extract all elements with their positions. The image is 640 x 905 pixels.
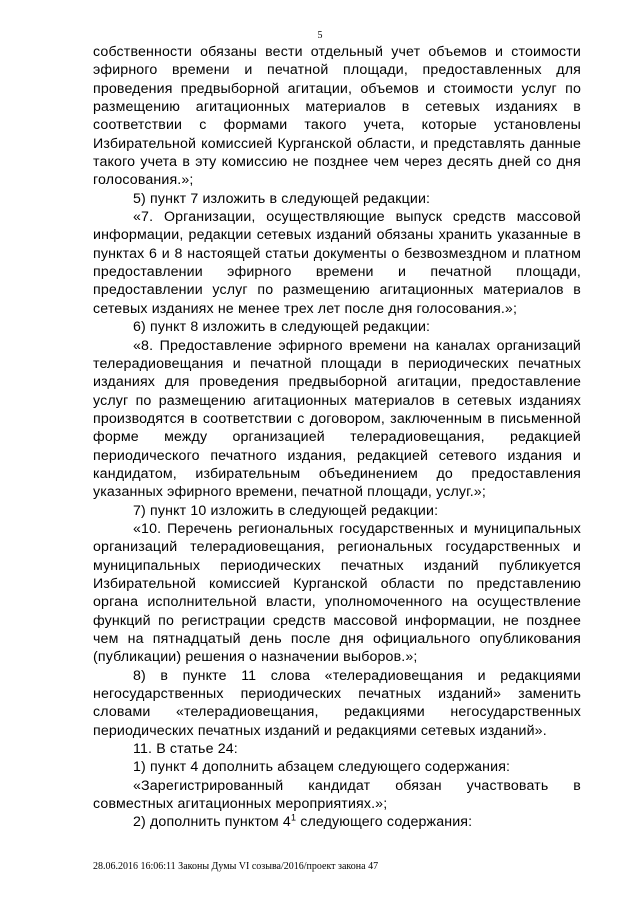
paragraph-item-7: 7) пункт 10 изложить в следующей редакции: (133, 502, 439, 519)
paragraph-point-10-text: «10. Перечень региональных государственных и муниципальных организаций телерадиовещания, региональных государственных и муниципальных периодических печатных изданий публикуется Избирательной комиссией Курганской области по представлению органа исполнительной власти, уполномоченного на осуществление функций по регистрации средств массовой информации, не позднее чем на пятнадцатый день после дня официального опубликования (публикации) решения о назначении выборов.»; (93, 520, 581, 666)
document-body (93, 43, 581, 832)
paragraph-section-11: 11. В статье 24: (133, 741, 238, 758)
subitem-2-text-after: следующего содержания: (296, 814, 473, 831)
superscript-index: 1 (290, 812, 297, 823)
paragraph-item-6: 6) пункт 8 изложить в следующей редакции: (133, 319, 431, 336)
footer-note: 28.06.2016 16:06:11 Законы Думы VI созыва/2016/проект закона 47 (93, 861, 379, 872)
paragraph-item-5: 5) пункт 7 изложить в следующей редакции: (133, 190, 431, 207)
paragraph-point-8-text: «8. Предоставление эфирного времени на каналах организаций телерадиовещания и печатной площади в периодических печатных изданиях для проведения предвыборной агитации, предоставление услуг по размещению агитационных материалов в сетевых изданиях производятся в соответствии с договором, заключенным в письменной форме между организацией телерадиовещания, редакцией периодического печатного издания, редакцией сетевого издания и кандидатом, избирательным объединением до предоставления указанных эфирного времени, печатной площади, услуг.»; (93, 337, 581, 501)
subitem-2-text-before: 2) дополнить пунктом 4 (133, 814, 291, 831)
paragraph-subitem-1: 1) пункт 4 дополнить абзацем следующего содержания: (133, 759, 511, 776)
paragraph-subitem-2 (93, 813, 581, 831)
paragraph-candidate-text: «Зарегистрированный кандидат обязан участвовать в совместных агитационных мероприятиях.»; (93, 777, 581, 813)
paragraph-item-8: 8) в пункте 11 слова «телерадиовещания и редакциями негосударственных периодических печатных изданий» заменить словами «телерадиовещания, редакциями негосударственных периодических печатных изданий и редакциями сетевых изданий». (93, 667, 581, 739)
paragraph-continuation: собственности обязаны вести отдельный учет объемов и стоимости эфирного времени и печатной площади, предоставленных для проведения предвыборной агитации, объемов и стоимости услуг по размещению агитационных материалов в сетевых изданиях в соответствии с формами такого учета, которые установлены Избирательной комиссией Курганской области, и представлять данные такого учета в эту комиссию не позднее чем через десять дней со дня голосования.»; (93, 44, 581, 189)
page-number: 5 (317, 30, 323, 41)
paragraph-point-7-text: «7. Организации, осуществляющие выпуск средств массовой информации, редакции сетевых изданий обязаны хранить указанные в пунктах 6 и 8 настоящей статьи документы о безвозмездном и платном предоставлении эфирного времени и печатной площади, предоставлении услуг по размещению агитационных материалов в сетевых изданиях не менее трех лет после дня голосования.»; (93, 209, 581, 317)
